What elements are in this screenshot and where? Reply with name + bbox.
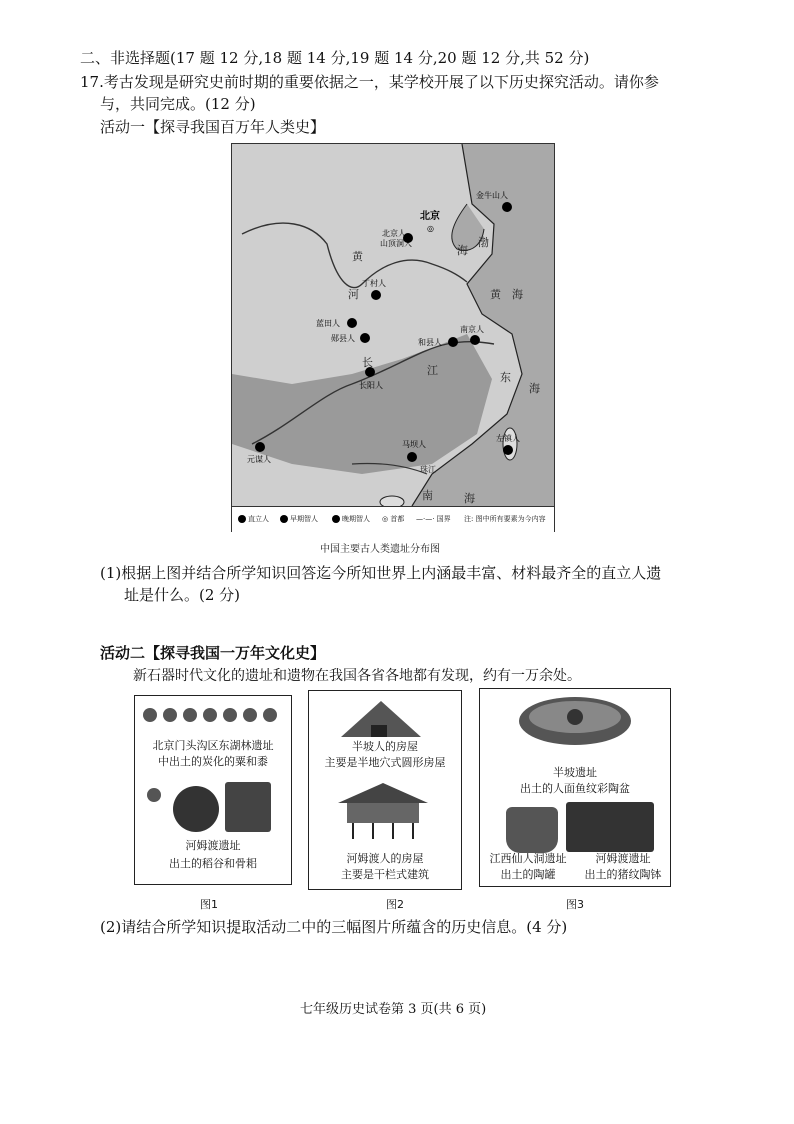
pottery-jar-image xyxy=(506,807,558,853)
legend-item: 早期智人 xyxy=(280,507,318,532)
page-footer: 七年级历史试卷第 3 页(共 6 页) xyxy=(300,1002,487,1017)
bone-tool-image xyxy=(225,782,271,832)
fig3-text3b: 出土的猪纹陶钵 xyxy=(584,868,662,881)
geo-label: 南 xyxy=(422,489,433,502)
site-label: 长阳人 xyxy=(359,381,383,390)
site-label: 金牛山人 xyxy=(476,191,508,200)
geo-label: 河 xyxy=(348,288,359,301)
activity2-text: 新石器时代文化的遗址和遗物在我国各省各地都有发现，约有一万余处。 xyxy=(133,668,581,684)
geo-label: 海 xyxy=(457,244,468,257)
legend-item: ◎ 首都 xyxy=(382,515,405,523)
capital-icon: ◎ xyxy=(427,224,434,233)
site-dot xyxy=(503,445,513,455)
sub-question-1: (1)根据上图并结合所学知识回答迄今所知世界上内涵最丰富、材料最齐全的直立人遗 xyxy=(100,564,662,582)
site-label: 丁村人 xyxy=(362,279,386,288)
legend-dot-icon xyxy=(280,515,288,523)
site-dot xyxy=(448,337,458,347)
site-dot xyxy=(371,290,381,300)
legend-item: 晚期智人 xyxy=(332,507,370,532)
site-label: 左镇人 xyxy=(496,434,520,443)
question-intro-cont: 与，共同完成。(12 分) xyxy=(100,95,256,113)
site-dot xyxy=(360,333,370,343)
fig2-text1a: 半坡人的房屋 xyxy=(352,740,418,753)
site-dot xyxy=(502,202,512,212)
figure-3-label: 图3 xyxy=(566,898,584,911)
sub-question-1-cont: 址是什么。(2 分) xyxy=(124,586,241,604)
figure-1 xyxy=(134,695,292,885)
figure-3 xyxy=(479,688,671,887)
grain-image xyxy=(147,788,161,802)
site-label: 山顶洞人 xyxy=(380,239,412,248)
question-intro: 17.考古发现是研究史前时期的重要依据之一，某学校开展了以下历史探究活动。请你参 xyxy=(80,73,659,91)
figure-1-label: 图1 xyxy=(200,898,218,911)
map-caption: 中国主要古人类遗址分布图 xyxy=(320,544,440,555)
legend-dot-icon xyxy=(332,515,340,523)
activity1-title: 活动一【探寻我国百万年人类史】 xyxy=(100,118,326,136)
fig1-text1a: 北京门头沟区东湖林遗址 xyxy=(152,739,274,752)
ancient-sites-map xyxy=(231,143,555,532)
site-label: 南京人 xyxy=(460,325,484,334)
legend-item: 直立人 xyxy=(238,507,269,532)
activity2-title: 活动二【探寻我国一万年文化史】 xyxy=(100,644,326,662)
geo-label: 黄 xyxy=(352,250,363,263)
legend-dot-icon xyxy=(238,515,246,523)
geo-label: 江 xyxy=(427,364,438,377)
geo-label: 黄 海 xyxy=(490,288,523,301)
legend-item: —·—· 国界 xyxy=(416,515,451,523)
legend-item: 注: 图中所有要素为今内容 xyxy=(464,515,546,523)
site-dot xyxy=(347,318,357,328)
site-dot xyxy=(255,442,265,452)
section-header: 二、非选择题(17 题 12 分,18 题 14 分,19 题 14 分,20 题 12 分,共 52 分) xyxy=(80,49,590,67)
site-label: 马坝人 xyxy=(402,440,426,449)
map-legend xyxy=(232,506,554,532)
fig3-text1b: 出土的人面鱼纹彩陶盆 xyxy=(520,782,630,795)
fig2-text2a: 河姆渡人的房屋 xyxy=(346,852,424,865)
site-label: 元谋人 xyxy=(247,455,271,464)
site-label: 蓝田人 xyxy=(316,319,340,328)
geo-label: 渤 xyxy=(478,236,489,249)
fig2-text2b: 主要是干栏式建筑 xyxy=(341,868,429,881)
geo-label: 海 xyxy=(464,492,475,505)
figure-2 xyxy=(308,690,462,890)
fig3-text1a: 半坡遗址 xyxy=(553,766,597,779)
fig3-text3a: 河姆渡遗址 xyxy=(595,852,651,865)
hemudu-house-image xyxy=(333,781,433,841)
site-label: 郧县人 xyxy=(331,334,355,343)
fig3-text2b: 出土的陶罐 xyxy=(500,868,556,881)
geo-label: 东 xyxy=(500,371,511,384)
rice-image xyxy=(173,786,219,832)
banpo-house-image xyxy=(331,699,431,739)
fig1-text1b: 中出土的炭化的粟和黍 xyxy=(158,755,268,768)
fig3-text2a: 江西仙人洞遗址 xyxy=(489,852,567,865)
fig1-text2b: 出土的稻谷和骨耜 xyxy=(169,857,257,870)
fig1-text2a: 河姆渡遗址 xyxy=(185,839,241,852)
site-dot xyxy=(407,452,417,462)
site-dot xyxy=(470,335,480,345)
pig-pattern-bowl-image xyxy=(566,802,654,852)
capital-label: 北京 xyxy=(420,211,440,222)
fig2-text1b: 主要是半地穴式圆形房屋 xyxy=(324,756,446,769)
geo-label: 珠江 xyxy=(420,465,436,474)
geo-label: 长 xyxy=(362,356,373,369)
geo-label: 海 xyxy=(529,382,540,395)
site-label: 和县人 xyxy=(418,338,442,347)
site-label: 北京人 xyxy=(382,229,406,238)
sub-question-2: (2)请结合所学知识提取活动二中的三幅图片所蕴含的历史信息。(4 分) xyxy=(100,918,568,936)
painted-pottery-basin-image xyxy=(516,695,634,751)
figure-2-label: 图2 xyxy=(386,898,404,911)
